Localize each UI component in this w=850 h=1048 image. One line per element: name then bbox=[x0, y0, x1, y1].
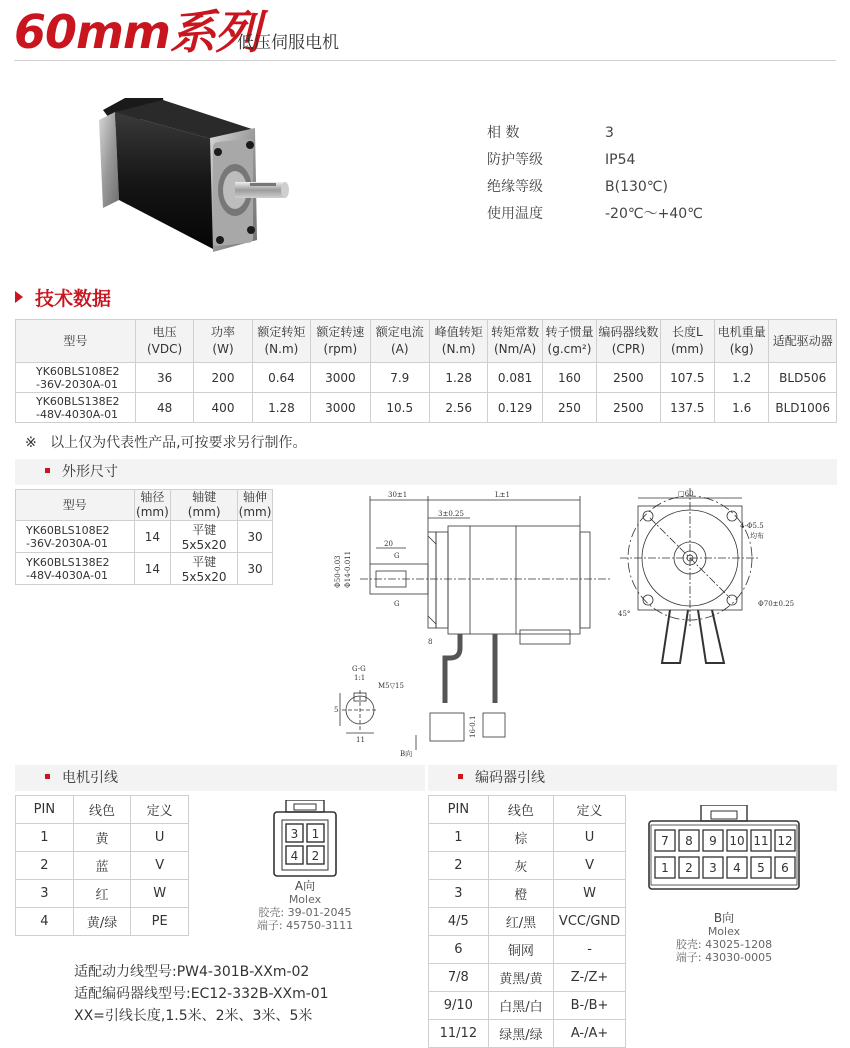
connector-pin-number: 3 bbox=[290, 827, 299, 841]
section-gg bbox=[340, 690, 378, 733]
pin-cell: 灰 bbox=[488, 852, 553, 880]
front-view bbox=[620, 488, 760, 663]
pin-cell: 铜网 bbox=[488, 936, 553, 964]
encoder-connector-diagram bbox=[645, 805, 803, 895]
side-view bbox=[360, 496, 610, 750]
dim-5: 5 bbox=[334, 706, 339, 714]
connector-pin-number: 4 bbox=[290, 849, 299, 863]
value-cell: 10.5 bbox=[370, 393, 429, 423]
pin-cell: B-/B+ bbox=[554, 992, 626, 1020]
value-cell: 7.9 bbox=[370, 363, 429, 393]
value-cell: BLD506 bbox=[769, 363, 837, 393]
section-scale: 1:1 bbox=[354, 674, 366, 682]
column-header: 型号 bbox=[16, 490, 135, 521]
model-cell: YK60BLS108E2 -36V-2030A-01 bbox=[16, 521, 135, 553]
pin-cell: 2 bbox=[16, 852, 74, 880]
encoder-connector-caption: B向 Molex 胶壳: 43025-1208 端子: 43030-0005 bbox=[675, 911, 773, 964]
tech-table-header bbox=[16, 320, 837, 363]
bullet-icon bbox=[45, 774, 50, 779]
dim-70: Φ70±0.25 bbox=[758, 600, 795, 608]
pin-cell: VCC/GND bbox=[554, 908, 626, 936]
value-cell: 0.129 bbox=[488, 393, 542, 423]
connector-pin-number: 2 bbox=[311, 849, 320, 863]
dim-8: 8 bbox=[428, 638, 433, 646]
spec-row bbox=[487, 122, 614, 142]
pin-cell: 黄/绿 bbox=[73, 908, 131, 936]
pin-cell: U bbox=[554, 824, 626, 852]
power-cable-model: 适配动力线型号:PW4-301B-XXm-02 bbox=[74, 964, 310, 980]
table-row bbox=[16, 553, 273, 585]
connector-pin-number: 10 bbox=[729, 834, 745, 848]
value-cell: 107.5 bbox=[660, 363, 714, 393]
value-cell: 2500 bbox=[597, 363, 660, 393]
connector-pin-number: 6 bbox=[781, 861, 789, 875]
series-subtitle: 低压伺服电机 bbox=[237, 33, 339, 53]
dimension-table bbox=[15, 489, 273, 585]
connector-pin-number: 1 bbox=[311, 827, 320, 841]
tech-data-table bbox=[15, 319, 837, 423]
view-b: B向 bbox=[400, 750, 413, 758]
column-header: PIN bbox=[16, 796, 74, 824]
dim-14: Φ14-0.011 bbox=[344, 550, 352, 588]
value-cell: 200 bbox=[194, 363, 252, 393]
pin-cell: - bbox=[554, 936, 626, 964]
pin-cell: 2 bbox=[429, 852, 489, 880]
dim-l: L±1 bbox=[495, 491, 510, 499]
pin-cell: Z-/Z+ bbox=[554, 964, 626, 992]
pin-cell: V bbox=[554, 852, 626, 880]
pin-cell: 黄黑/黄 bbox=[488, 964, 553, 992]
table-row bbox=[16, 852, 189, 880]
spec-label: 绝缘等级 bbox=[487, 179, 543, 195]
connector-pin-number: 8 bbox=[685, 834, 693, 848]
column-header: 转子惯量 (g.cm²) bbox=[542, 320, 596, 363]
value-cell: 1.28 bbox=[252, 393, 310, 423]
pin-cell: V bbox=[131, 852, 189, 880]
table-row bbox=[429, 880, 626, 908]
connector-pin-number: 12 bbox=[777, 834, 793, 848]
spec-value: 3 bbox=[605, 125, 614, 141]
value-cell: 250 bbox=[542, 393, 596, 423]
pin-cell: 蓝 bbox=[73, 852, 131, 880]
spec-row bbox=[487, 203, 703, 223]
pin-cell: 1 bbox=[429, 824, 489, 852]
pin-cell: 红/黑 bbox=[488, 908, 553, 936]
dim-50: Φ50-0.03 bbox=[334, 555, 342, 588]
dim-45: 45° bbox=[618, 610, 631, 618]
pin-cell: 红 bbox=[73, 880, 131, 908]
pin-cell: 4 bbox=[16, 908, 74, 936]
motor-connector-caption: A向 Molex 胶壳: 39-01-2045 端子: 45750-3111 bbox=[256, 879, 354, 932]
value-cell: 14 bbox=[134, 521, 171, 553]
connector-pin-number: 1 bbox=[661, 861, 669, 875]
value-cell: 14 bbox=[134, 553, 171, 585]
table-row bbox=[429, 992, 626, 1020]
encoder-cable-model: 适配编码器线型号:EC12-332B-XXm-01 bbox=[74, 986, 329, 1002]
pin-cell: 11/12 bbox=[429, 1020, 489, 1048]
motor-pin-table bbox=[15, 795, 189, 936]
connector-pin-number: 2 bbox=[685, 861, 693, 875]
column-header: 额定转矩 (N.m) bbox=[252, 320, 310, 363]
column-header: 定义 bbox=[131, 796, 189, 824]
pin-cell: A-/A+ bbox=[554, 1020, 626, 1048]
pin-cell: 橙 bbox=[488, 880, 553, 908]
dimension-drawing bbox=[320, 488, 840, 763]
column-header: 线色 bbox=[73, 796, 131, 824]
pin-cell: 黄 bbox=[73, 824, 131, 852]
header-divider bbox=[14, 60, 836, 61]
model-cell: YK60BLS138E2 -48V-4030A-01 bbox=[16, 553, 135, 585]
column-header: 轴键 (mm) bbox=[171, 490, 238, 521]
dim-16: 16-0.1 bbox=[469, 715, 477, 738]
pin-cell: 棕 bbox=[488, 824, 553, 852]
column-header: 峰值转矩 (N.m) bbox=[429, 320, 487, 363]
value-cell: 1.6 bbox=[715, 393, 769, 423]
connector-pin-number: 11 bbox=[753, 834, 769, 848]
column-header: 电压 (VDC) bbox=[135, 320, 193, 363]
column-header: 轴伸 (mm) bbox=[238, 490, 272, 519]
column-header: 转矩常数 (Nm/A) bbox=[488, 320, 542, 363]
connector-pin-number: 4 bbox=[733, 861, 741, 875]
pin-cell: 绿黑/绿 bbox=[488, 1020, 553, 1048]
pin-cell: 9/10 bbox=[429, 992, 489, 1020]
connector-pin-number: 3 bbox=[709, 861, 717, 875]
value-cell: 1.2 bbox=[715, 363, 769, 393]
connector-pin-number: 7 bbox=[661, 834, 669, 848]
value-cell: 30 bbox=[238, 521, 273, 553]
value-cell: 3000 bbox=[311, 363, 370, 393]
spec-value: -20℃～+40℃ bbox=[605, 206, 703, 222]
pin-cell: 白黑/白 bbox=[488, 992, 553, 1020]
pin-cell: 3 bbox=[429, 880, 489, 908]
value-cell: 400 bbox=[194, 393, 252, 423]
spec-label: 防护等级 bbox=[487, 152, 543, 168]
table-row bbox=[429, 908, 626, 936]
motor-photo bbox=[85, 90, 295, 260]
table-row bbox=[16, 908, 189, 936]
encoder-pin-table bbox=[428, 795, 626, 1048]
pin-cell: U bbox=[131, 824, 189, 852]
column-header: PIN bbox=[429, 796, 489, 824]
spec-value: B(130℃) bbox=[605, 179, 668, 195]
cable-length-note: XX=引线长度,1.5米、2米、3米、5米 bbox=[74, 1008, 313, 1024]
value-cell: 2.56 bbox=[429, 393, 487, 423]
spec-row bbox=[487, 149, 635, 169]
pin-cell: 3 bbox=[16, 880, 74, 908]
pin-cell: W bbox=[554, 880, 626, 908]
value-cell: 1.28 bbox=[429, 363, 487, 393]
spec-value: IP54 bbox=[605, 152, 636, 168]
dim-3: 3±0.25 bbox=[438, 510, 464, 518]
value-cell: BLD1006 bbox=[769, 393, 837, 423]
tech-section-title: 技术数据 bbox=[15, 284, 111, 311]
table-row bbox=[429, 1020, 626, 1048]
value-cell: 0.64 bbox=[252, 363, 310, 393]
dim-square: □60 bbox=[678, 490, 694, 498]
dim-g-bottom: G bbox=[394, 600, 400, 608]
dim-holes: 4-Φ5.5 bbox=[740, 522, 764, 530]
dims-section-bar: 外形尺寸 bbox=[15, 459, 837, 485]
value-cell: 平键5x5x20 bbox=[171, 553, 238, 585]
dim-20: 20 bbox=[384, 540, 393, 548]
pin-cell: 4/5 bbox=[429, 908, 489, 936]
spec-label: 使用温度 bbox=[487, 206, 543, 222]
pin-cell: W bbox=[131, 880, 189, 908]
table-row bbox=[429, 852, 626, 880]
column-header: 型号 bbox=[16, 320, 136, 363]
connector-pin-number: 9 bbox=[709, 834, 717, 848]
encoder-wiring-bar: 编码器引线 bbox=[428, 765, 837, 791]
value-cell: 2500 bbox=[597, 393, 660, 423]
table-row bbox=[16, 824, 189, 852]
value-cell: 36 bbox=[135, 363, 193, 393]
connector-pin-number: 5 bbox=[757, 861, 765, 875]
value-cell: 0.081 bbox=[488, 363, 542, 393]
dim-11: 11 bbox=[356, 736, 365, 744]
pin-cell: PE bbox=[131, 908, 189, 936]
motor-connector-diagram bbox=[270, 800, 340, 880]
product-note: ※ 以上仅为代表性产品,可按要求另行制作。 bbox=[25, 435, 307, 451]
motor-wiring-bar: 电机引线 bbox=[15, 765, 425, 791]
model-cell: YK60BLS108E2 -36V-2030A-01 bbox=[16, 363, 136, 393]
value-cell: 平键5x5x20 bbox=[171, 521, 238, 553]
column-header: 功率 (W) bbox=[194, 320, 252, 363]
column-header: 适配驱动器 bbox=[769, 320, 837, 363]
column-header: 轴径 (mm) bbox=[136, 490, 169, 519]
section-label: G-G bbox=[352, 665, 366, 673]
column-header: 额定电流 (A) bbox=[370, 320, 429, 363]
value-cell: 48 bbox=[135, 393, 193, 423]
table-row bbox=[429, 936, 626, 964]
dim-g-top: G bbox=[394, 552, 400, 560]
column-header: 编码器线数 (CPR) bbox=[597, 320, 660, 363]
dim-30: 30±1 bbox=[388, 491, 408, 499]
pin-cell: 7/8 bbox=[429, 964, 489, 992]
column-header: 电机重量 (kg) bbox=[715, 320, 769, 363]
cable-notes bbox=[74, 961, 329, 1027]
pin-cell: 6 bbox=[429, 936, 489, 964]
value-cell: 3000 bbox=[311, 393, 370, 423]
bullet-icon bbox=[458, 774, 463, 779]
table-row bbox=[16, 393, 837, 423]
spec-row bbox=[487, 176, 668, 196]
table-row bbox=[16, 880, 189, 908]
value-cell: 160 bbox=[542, 363, 596, 393]
bullet-icon bbox=[45, 468, 50, 473]
series-title: 60mm系列 bbox=[14, 5, 260, 59]
spec-label: 相 数 bbox=[487, 125, 520, 141]
table-row bbox=[429, 964, 626, 992]
table-row bbox=[16, 521, 273, 553]
pin-cell: 1 bbox=[16, 824, 74, 852]
triangle-icon bbox=[15, 291, 23, 303]
table-row bbox=[16, 363, 837, 393]
column-header: 额定转速 (rpm) bbox=[311, 320, 370, 363]
dim-m5: M5▽15 bbox=[378, 682, 404, 690]
value-cell: 30 bbox=[238, 553, 273, 585]
column-header: 定义 bbox=[554, 796, 626, 824]
model-cell: YK60BLS138E2 -48V-4030A-01 bbox=[16, 393, 136, 423]
dim-evenly: 均布 bbox=[750, 532, 764, 540]
column-header: 线色 bbox=[488, 796, 553, 824]
column-header: 长度L (mm) bbox=[660, 320, 714, 363]
value-cell: 137.5 bbox=[660, 393, 714, 423]
table-row bbox=[429, 824, 626, 852]
